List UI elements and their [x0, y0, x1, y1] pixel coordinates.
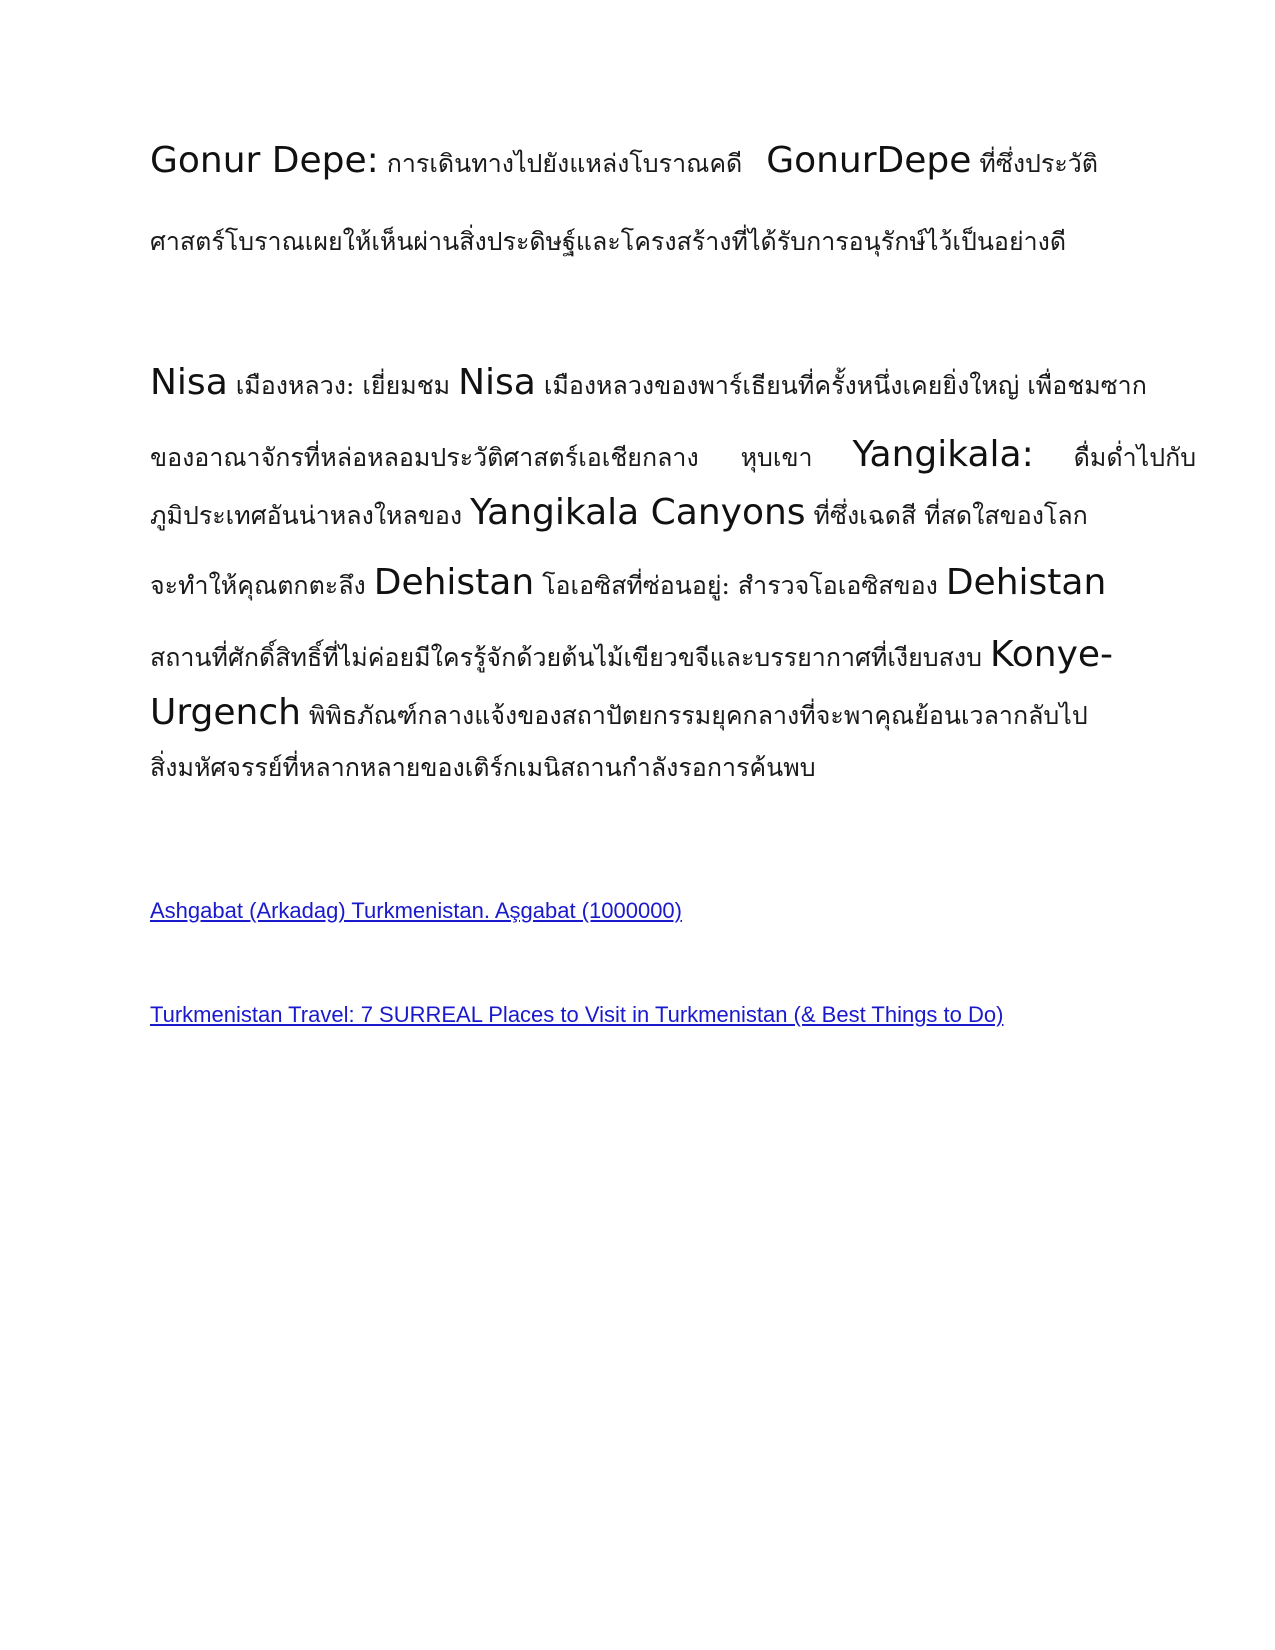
text-run: สิ่งมหัศจรรย์ที่หลากหลายของเติร์กเมนิสถานกำลังรอการค้นพบ: [150, 753, 816, 782]
paragraph-line: [150, 562, 1106, 606]
text-run: พิพิธภัณฑ์กลางแจ้งของสถาปัตยกรรมยุคกลางที่จะพาคุณย้อนเวลากลับไป: [308, 701, 1088, 730]
text-run: เมืองหลวง:: [235, 371, 355, 400]
text-run: Yangikala:: [852, 434, 1034, 475]
text-run: โอเอซิสที่ซ่อนอยู่: สำรวจโอเอซิสของ: [542, 571, 938, 600]
text-run: จะทำให้คุณตกตะลึง: [150, 571, 366, 600]
text-run: ดื่มด่ำไปกับ: [1073, 443, 1197, 472]
text-run: Nisa: [150, 362, 228, 403]
paragraph-line: [150, 748, 816, 788]
text-run: ศาสตร์โบราณเผยให้เห็นผ่านสิ่งประดิษฐ์และโครงสร้างที่ได้รับการอนุรักษ์ไว้เป็นอย่างดี: [150, 227, 1067, 256]
text-run: ที่ซึ่งเฉดสี ที่สดใสของโลก: [813, 501, 1088, 530]
text-run: Gonur Depe:: [150, 140, 379, 181]
paragraph-nisa: [150, 362, 1197, 822]
link-turkmenistan-travel[interactable]: Turkmenistan Travel: 7 SURREAL Places to Visit in Turkmenistan (& Best Things to Do): [150, 1002, 1004, 1027]
link-ashgabat[interactable]: Ashgabat (Arkadag) Turkmenistan. Aşgabat (1000000): [150, 898, 682, 923]
paragraph-line: [150, 692, 1088, 736]
text-run: GonurDepe: [766, 140, 972, 181]
text-run: Urgench: [150, 692, 301, 733]
paragraph-line: [150, 362, 1147, 406]
text-run: ภูมิประเทศอันน่าหลงใหลของ: [150, 501, 463, 530]
text-run: เมืองหลวงของพาร์เธียนที่ครั้งหนึ่งเคยยิ่งใหญ่ เพื่อชมซาก: [543, 371, 1147, 400]
text-run: Nisa: [458, 362, 536, 403]
text-run: สถานที่ศักดิ์สิทธิ์ที่ไม่ค่อยมีใครรู้จักด้วยต้นไม้เขียวขจีและบรรยากาศที่เงียบสงบ: [150, 643, 982, 672]
text-run: ของอาณาจักรที่หล่อหลอมประวัติศาสตร์เอเชียกลาง: [150, 443, 699, 472]
text-run: Dehistan: [945, 562, 1107, 603]
paragraph-line: [150, 634, 1113, 678]
paragraph-line: [150, 434, 1196, 478]
paragraph-line: [150, 492, 1088, 536]
text-run: Yangikala Canyons: [470, 492, 806, 533]
text-run: ที่ซึ่งประวัติ: [979, 149, 1099, 178]
text-run: เยี่ยมชม: [362, 371, 451, 400]
paragraph-line: [150, 222, 1066, 262]
text-run: การเดินทางไปยังแหล่งโบราณคดี: [386, 149, 743, 178]
paragraph-line: [150, 140, 1098, 184]
text-run: หุบเขา: [740, 443, 813, 472]
paragraph-gonur-depe: [150, 140, 1130, 270]
text-run: Dehistan: [373, 562, 535, 603]
text-run: Konye-: [989, 634, 1114, 675]
